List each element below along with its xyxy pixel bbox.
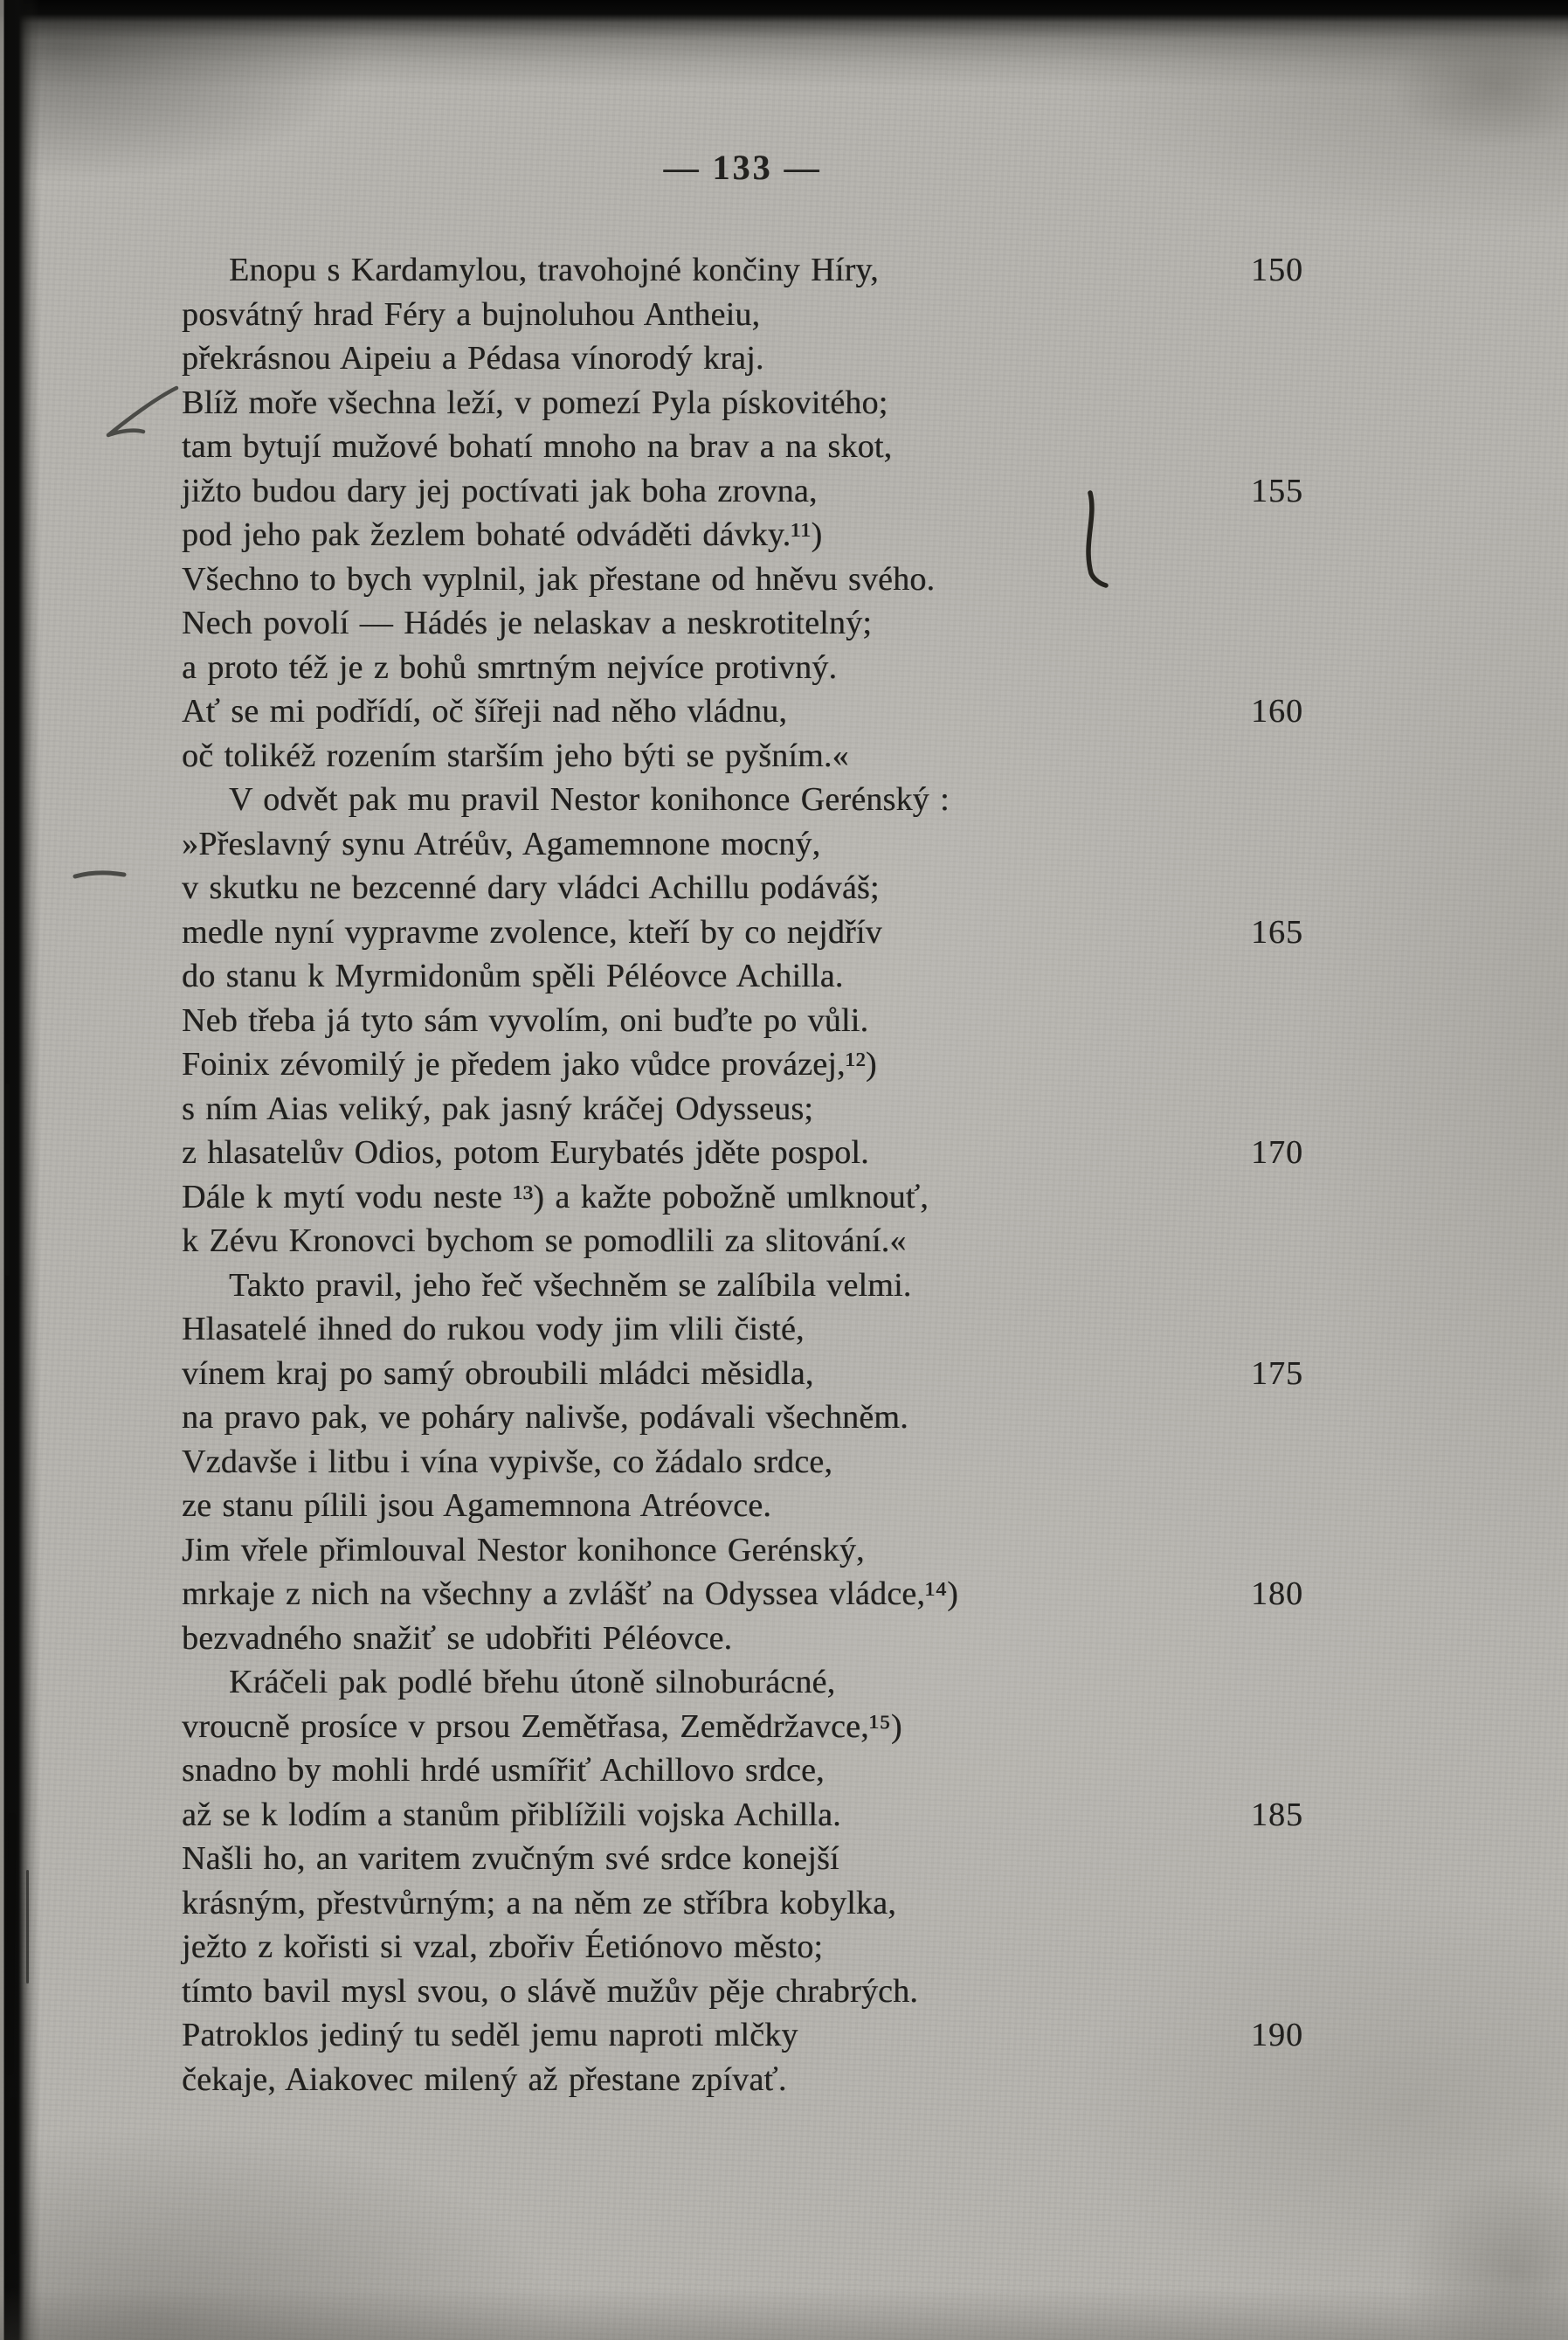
- poem-line-text: Patroklos jediný tu seděl jemu naproti mlčky: [182, 2017, 798, 2053]
- poem-line-text: Nech povolí — Hádés je nelaskav a neskrotitelný;: [182, 605, 873, 641]
- poem-line-text: jižto budou dary jej poctívati jak boha zrovna,: [182, 472, 818, 509]
- poem-line-text: Blíž moře všechna leží, v pomezí Pyla pískovitého;: [182, 384, 888, 421]
- poem-line: [182, 1131, 1317, 1175]
- poem-line-text: Vzdavše i litbu i vína vypivše, co žádalo srdce,: [182, 1443, 833, 1480]
- poem-line-text: Dále k mytí vodu neste ¹³) a kažte pobožně umlknouť,: [182, 1178, 929, 1215]
- scan-edge-bottom: [0, 2288, 1568, 2340]
- poem-line: [182, 1970, 1317, 2014]
- verse-number: 170: [1251, 1134, 1303, 1171]
- poem-line: [182, 381, 1317, 426]
- poem-line: [182, 1837, 1317, 1881]
- poem-line-text: z hlasatelův Odios, potom Eurybatés jděte pospol.: [182, 1134, 869, 1171]
- binding-mark: [26, 1870, 29, 1983]
- poem-line-text: »Přeslavný synu Atréův, Agamemnone mocný,: [182, 825, 821, 862]
- verse-number: 175: [1251, 1354, 1303, 1392]
- poem-line: [182, 557, 1317, 602]
- poem-line: [182, 1748, 1317, 1793]
- poem-line: [182, 1175, 1317, 1220]
- poem-line: [182, 469, 1317, 514]
- poem-line-text: pod jeho pak žezlem bohaté odváděti dávky.¹¹): [182, 516, 823, 553]
- poem-line-text: tímto bavil mysl svou, o slávě mužův pěje chrabrých.: [182, 1972, 919, 2010]
- poem-line-text: k Zévu Kronovci bychom se pomodlili za slitování.«: [182, 1222, 907, 1259]
- poem-line: [182, 822, 1317, 867]
- poem-line: [182, 1042, 1317, 1087]
- verse-number: 165: [1251, 913, 1303, 951]
- poem-line-text: medle nyní vypravme zvolence, kteří by co nejdřív: [182, 913, 882, 951]
- poem-line: [182, 425, 1317, 469]
- poem-line-text: čekaje, Aiakovec milený až přestane zpívať.: [182, 2060, 787, 2098]
- poem-line: [182, 1925, 1317, 1970]
- poem-line: [182, 1484, 1317, 1528]
- poem-line: [182, 646, 1317, 690]
- poem-line: [182, 336, 1317, 381]
- poem-line: [182, 778, 1317, 822]
- binding-mark: [5, 1083, 10, 1276]
- poem-line-text: Jim vřele přimlouval Nestor konihonce Gerénský,: [182, 1531, 865, 1568]
- poem-line: [182, 1528, 1317, 1573]
- poem-line-text: v skutku ne bezcenné dary vládci Achillu podáváš;: [182, 869, 880, 906]
- scan-edge-top: [0, 0, 1568, 87]
- poem-line: [182, 2058, 1317, 2102]
- poem-line-text: V odvět pak mu pravil Nestor konihonce Gerénský :: [229, 781, 950, 818]
- verse-number: 180: [1251, 1575, 1303, 1612]
- poem-line-text: s ním Aias veliký, pak jasný kráčej Odysseus;: [182, 1090, 814, 1127]
- poem-line: [182, 1572, 1317, 1617]
- poem-line-text: Kráčeli pak podlé břehu útoně silnoburácné,: [229, 1664, 836, 1700]
- verse-number: 150: [1251, 252, 1303, 288]
- poem-line: [182, 689, 1317, 734]
- poem-line-text: Ať se mi podřídí, oč šířeji nad něho vládnu,: [182, 693, 788, 730]
- poem-line-text: posvátný hrad Féry a bujnoluhou Antheiu,: [182, 295, 761, 333]
- poem-line-text: ježto z kořisti si vzal, zbořiv Éetiónovo město;: [182, 1928, 824, 1965]
- verse-number: 155: [1251, 472, 1303, 509]
- poem-text-block: [182, 248, 1317, 2101]
- poem-line-text: vínem kraj po samý obroubili mládci měsidla,: [182, 1354, 814, 1392]
- poem-line: [182, 1660, 1317, 1705]
- poem-line: [182, 601, 1317, 646]
- poem-line: [182, 2013, 1317, 2058]
- poem-line: [182, 1395, 1317, 1440]
- poem-line-text: bezvadného snažiť se udobřiti Péléovce.: [182, 1619, 733, 1657]
- poem-line-text: tam bytují mužové bohatí mnoho na brav a na skot,: [182, 428, 893, 465]
- poem-line-text: Všechno to bych vyplnil, jak přestane od hněvu svého.: [182, 560, 936, 598]
- binding-mark: [10, 2097, 17, 2254]
- poem-line: [182, 1352, 1317, 1396]
- poem-line: [182, 1219, 1317, 1263]
- poem-line-text: vroucně prosíce v prsou Zemětřasa, Zemědržavce,¹⁵): [182, 1707, 902, 1745]
- poem-line: [182, 1263, 1317, 1308]
- poem-line-text: do stanu k Myrmidonům spěli Péléovce Achilla.: [182, 958, 844, 994]
- poem-line: [182, 513, 1317, 557]
- page-number: — 133 —: [663, 148, 822, 187]
- poem-line: [182, 954, 1317, 999]
- poem-line-text: a proto též je z bohů smrtným nejvíce protivný.: [182, 648, 838, 686]
- poem-line: [182, 1617, 1317, 1661]
- poem-line: [182, 1307, 1317, 1352]
- poem-line: [182, 734, 1317, 779]
- poem-line-text: až se k lodím a stanům přiblížili vojska Achilla.: [182, 1796, 841, 1833]
- verse-number: 160: [1251, 693, 1303, 730]
- poem-line-text: Hlasatelé ihned do rukou vody jim vlili čisté,: [182, 1311, 805, 1347]
- poem-line-text: Neb třeba já tyto sám vyvolím, oni buďte po vůli.: [182, 1001, 869, 1039]
- poem-line: [182, 1705, 1317, 1749]
- poem-line-text: Foinix zévomilý je předem jako vůdce provázej,¹²): [182, 1046, 877, 1083]
- poem-line-text: překrásnou Aipeiu a Pédasa vínorodý kraj.: [182, 340, 764, 377]
- poem-line-text: ze stanu pílili jsou Agamemnona Atréovce.: [182, 1487, 771, 1524]
- poem-line-text: krásným, přestvůrným; a na něm ze stříbra kobylka,: [182, 1884, 896, 1921]
- poem-line: [182, 248, 1317, 293]
- poem-line-text: snadno by mohli hrdé usmířiť Achillovo srdce,: [182, 1752, 825, 1789]
- poem-line-text: Našli ho, an varitem zvučným své srdce konejší: [182, 1840, 839, 1877]
- poem-line: [182, 1793, 1317, 1838]
- poem-line: [182, 293, 1317, 337]
- poem-line-text: na pravo pak, ve poháry nalivše, podávali všechněm.: [182, 1399, 908, 1436]
- poem-line-text: Takto pravil, jeho řeč všechněm se zalíbila velmi.: [229, 1266, 912, 1304]
- verse-number: 190: [1251, 2017, 1303, 2053]
- poem-line: [182, 1881, 1317, 1926]
- poem-line-text: oč tolikéž rozením starším jeho býti se pyšním.«: [182, 737, 849, 774]
- poem-line: [182, 910, 1317, 955]
- poem-line: [182, 1440, 1317, 1485]
- poem-line: [182, 1087, 1317, 1132]
- poem-line-text: mrkaje z nich na všechny a zvlášť na Odyssea vládce,¹⁴): [182, 1575, 958, 1612]
- poem-line-text: Enopu s Kardamylou, travohojné končiny Híry,: [229, 252, 879, 288]
- poem-line: [182, 866, 1317, 910]
- verse-number: 185: [1251, 1796, 1303, 1833]
- poem-line: [182, 999, 1317, 1043]
